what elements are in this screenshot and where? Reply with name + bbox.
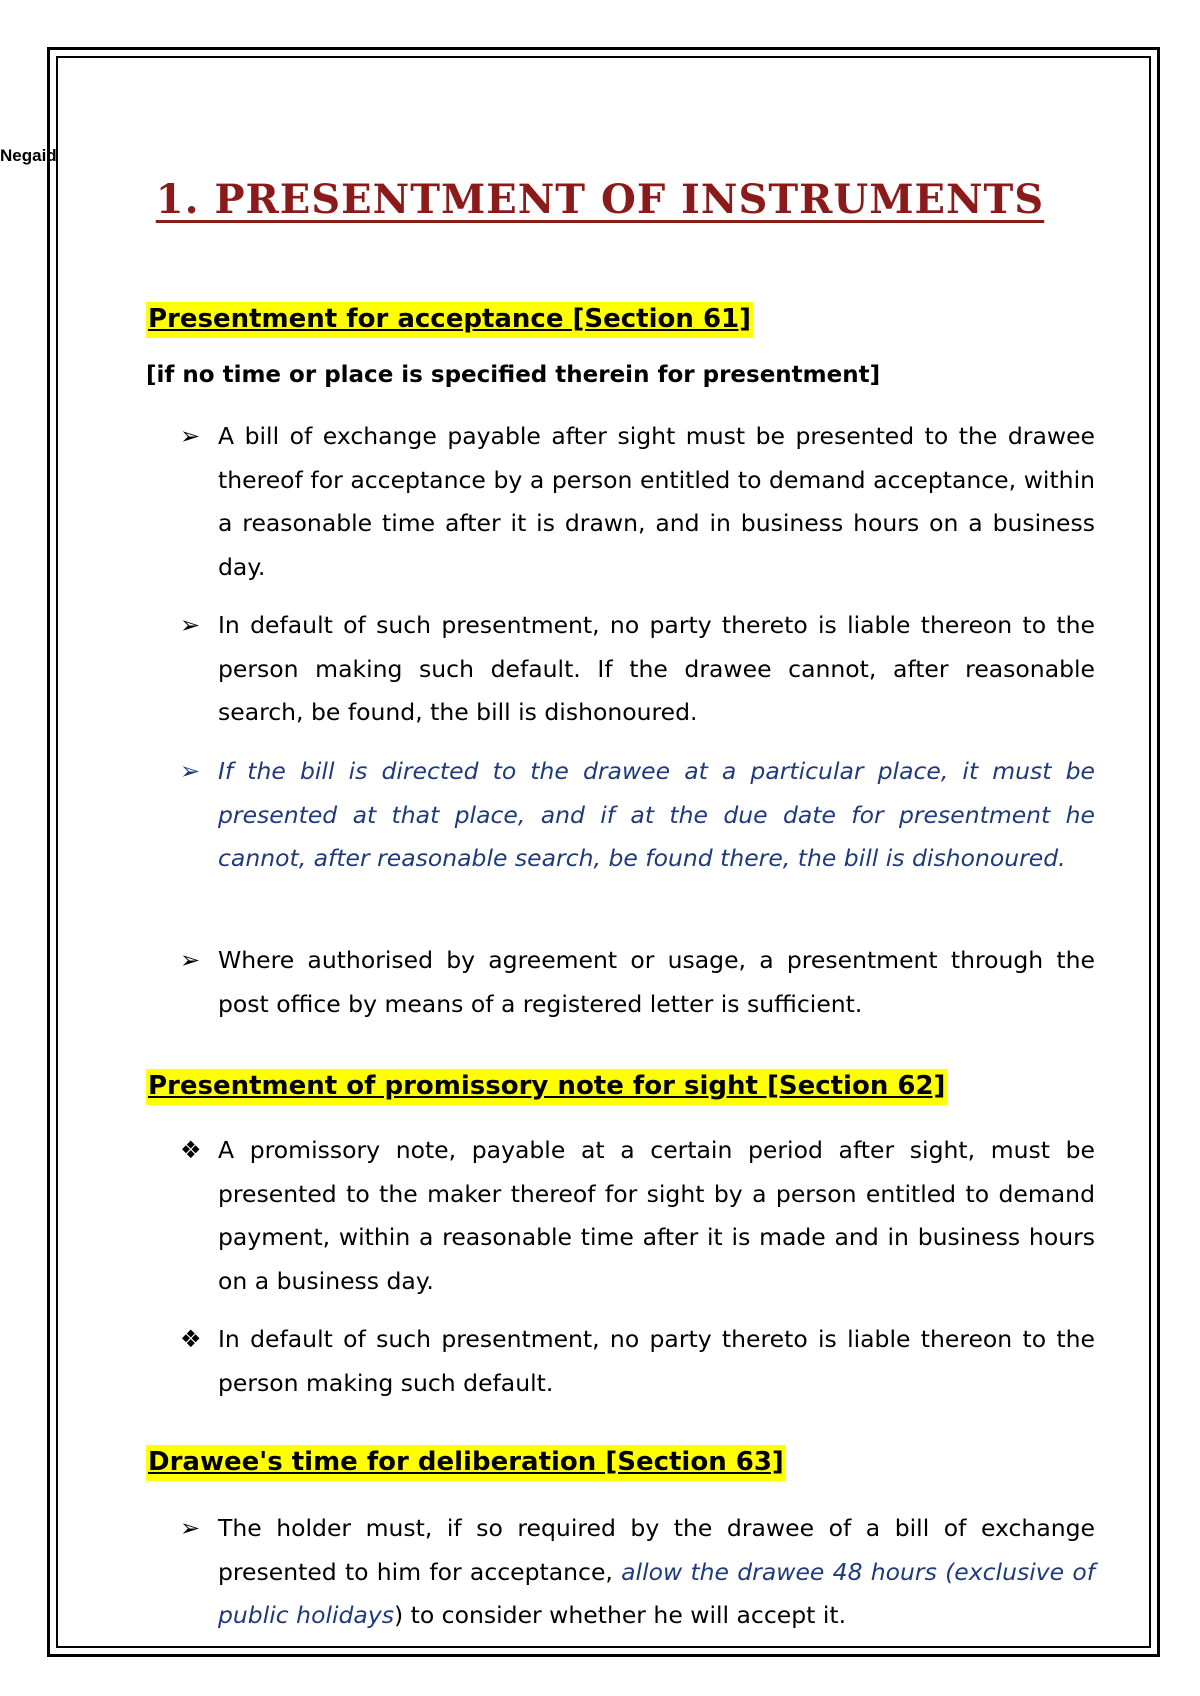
diamond-star-bullet-icon: ❖ (180, 1325, 202, 1353)
list-item (180, 1318, 1095, 1405)
arrowhead-bullet-icon: ➢ (180, 757, 201, 785)
arrowhead-bullet-icon: ➢ (180, 1514, 201, 1542)
list-item-text: A promissory note, payable at a certain period after sight, must be presented to the maker thereof for sight by a person entitled to demand payment, within a reasonable time after it is made and in business hours on a business day. (218, 1136, 1095, 1295)
diamond-star-bullet-icon: ❖ (180, 1136, 202, 1164)
list-item (180, 604, 1095, 735)
list-item (180, 1129, 1095, 1303)
list-item (180, 939, 1095, 1026)
section-63-heading-text: Drawee's time for deliberation [Section 63] (146, 1445, 786, 1481)
arrowhead-bullet-icon: ➢ (180, 611, 201, 639)
item-text-start: The holder must, if so required by the drawee of a bill of exchange presented to him for acceptance, (218, 1514, 1095, 1586)
list-item-text: In default of such presentment, no party thereto is liable thereon to the person making such default. (218, 1325, 1095, 1397)
arrowhead-bullet-icon: ➢ (180, 422, 201, 450)
list-item-text: Where authorised by agreement or usage, a presentment through the post office by means of a registered letter is sufficient. (218, 946, 1095, 1018)
list-item-text: If the bill is directed to the drawee at a particular place, it must be presented at that place, and if at the due date for presentment he cannot, after reasonable search, be found there, the bill is dishonoured. (218, 757, 1095, 872)
section-61-heading (146, 304, 753, 334)
list-item (180, 415, 1095, 589)
section-62-heading (146, 1071, 947, 1101)
page-title (0, 176, 1200, 223)
item-text-emphasis: allow the drawee 48 hours (exclusive of public holidays (218, 1557, 1095, 1629)
list-item-text (218, 1507, 1095, 1638)
watermark-text: Negaid (0, 146, 57, 165)
section-61-heading-text: Presentment for acceptance [Section 61] (146, 302, 753, 338)
list-item (180, 750, 1095, 881)
section-63-heading (146, 1447, 786, 1477)
list-item (180, 1507, 1095, 1638)
list-item-text: A bill of exchange payable after sight must be presented to the drawee thereof for acceptance by a person entitled to demand acceptance, within a reasonable time after it is drawn, and in business hours on a business day. (218, 422, 1095, 581)
page-title-text: 1. PRESENTMENT OF INSTRUMENTS (155, 176, 1045, 223)
section-61-subheading: [if no time or place is specified therein for presentment] (146, 362, 881, 388)
list-item-text: In default of such presentment, no party thereto is liable thereon to the person making such default. If the drawee cannot, after reasonable search, be found, the bill is dishonoured. (218, 611, 1095, 726)
section-62-heading-text: Presentment of promissory note for sight [Section 62] (146, 1069, 947, 1105)
item-text-end: ) to consider whether he will accept it. (393, 1601, 847, 1629)
arrowhead-bullet-icon: ➢ (180, 946, 201, 974)
